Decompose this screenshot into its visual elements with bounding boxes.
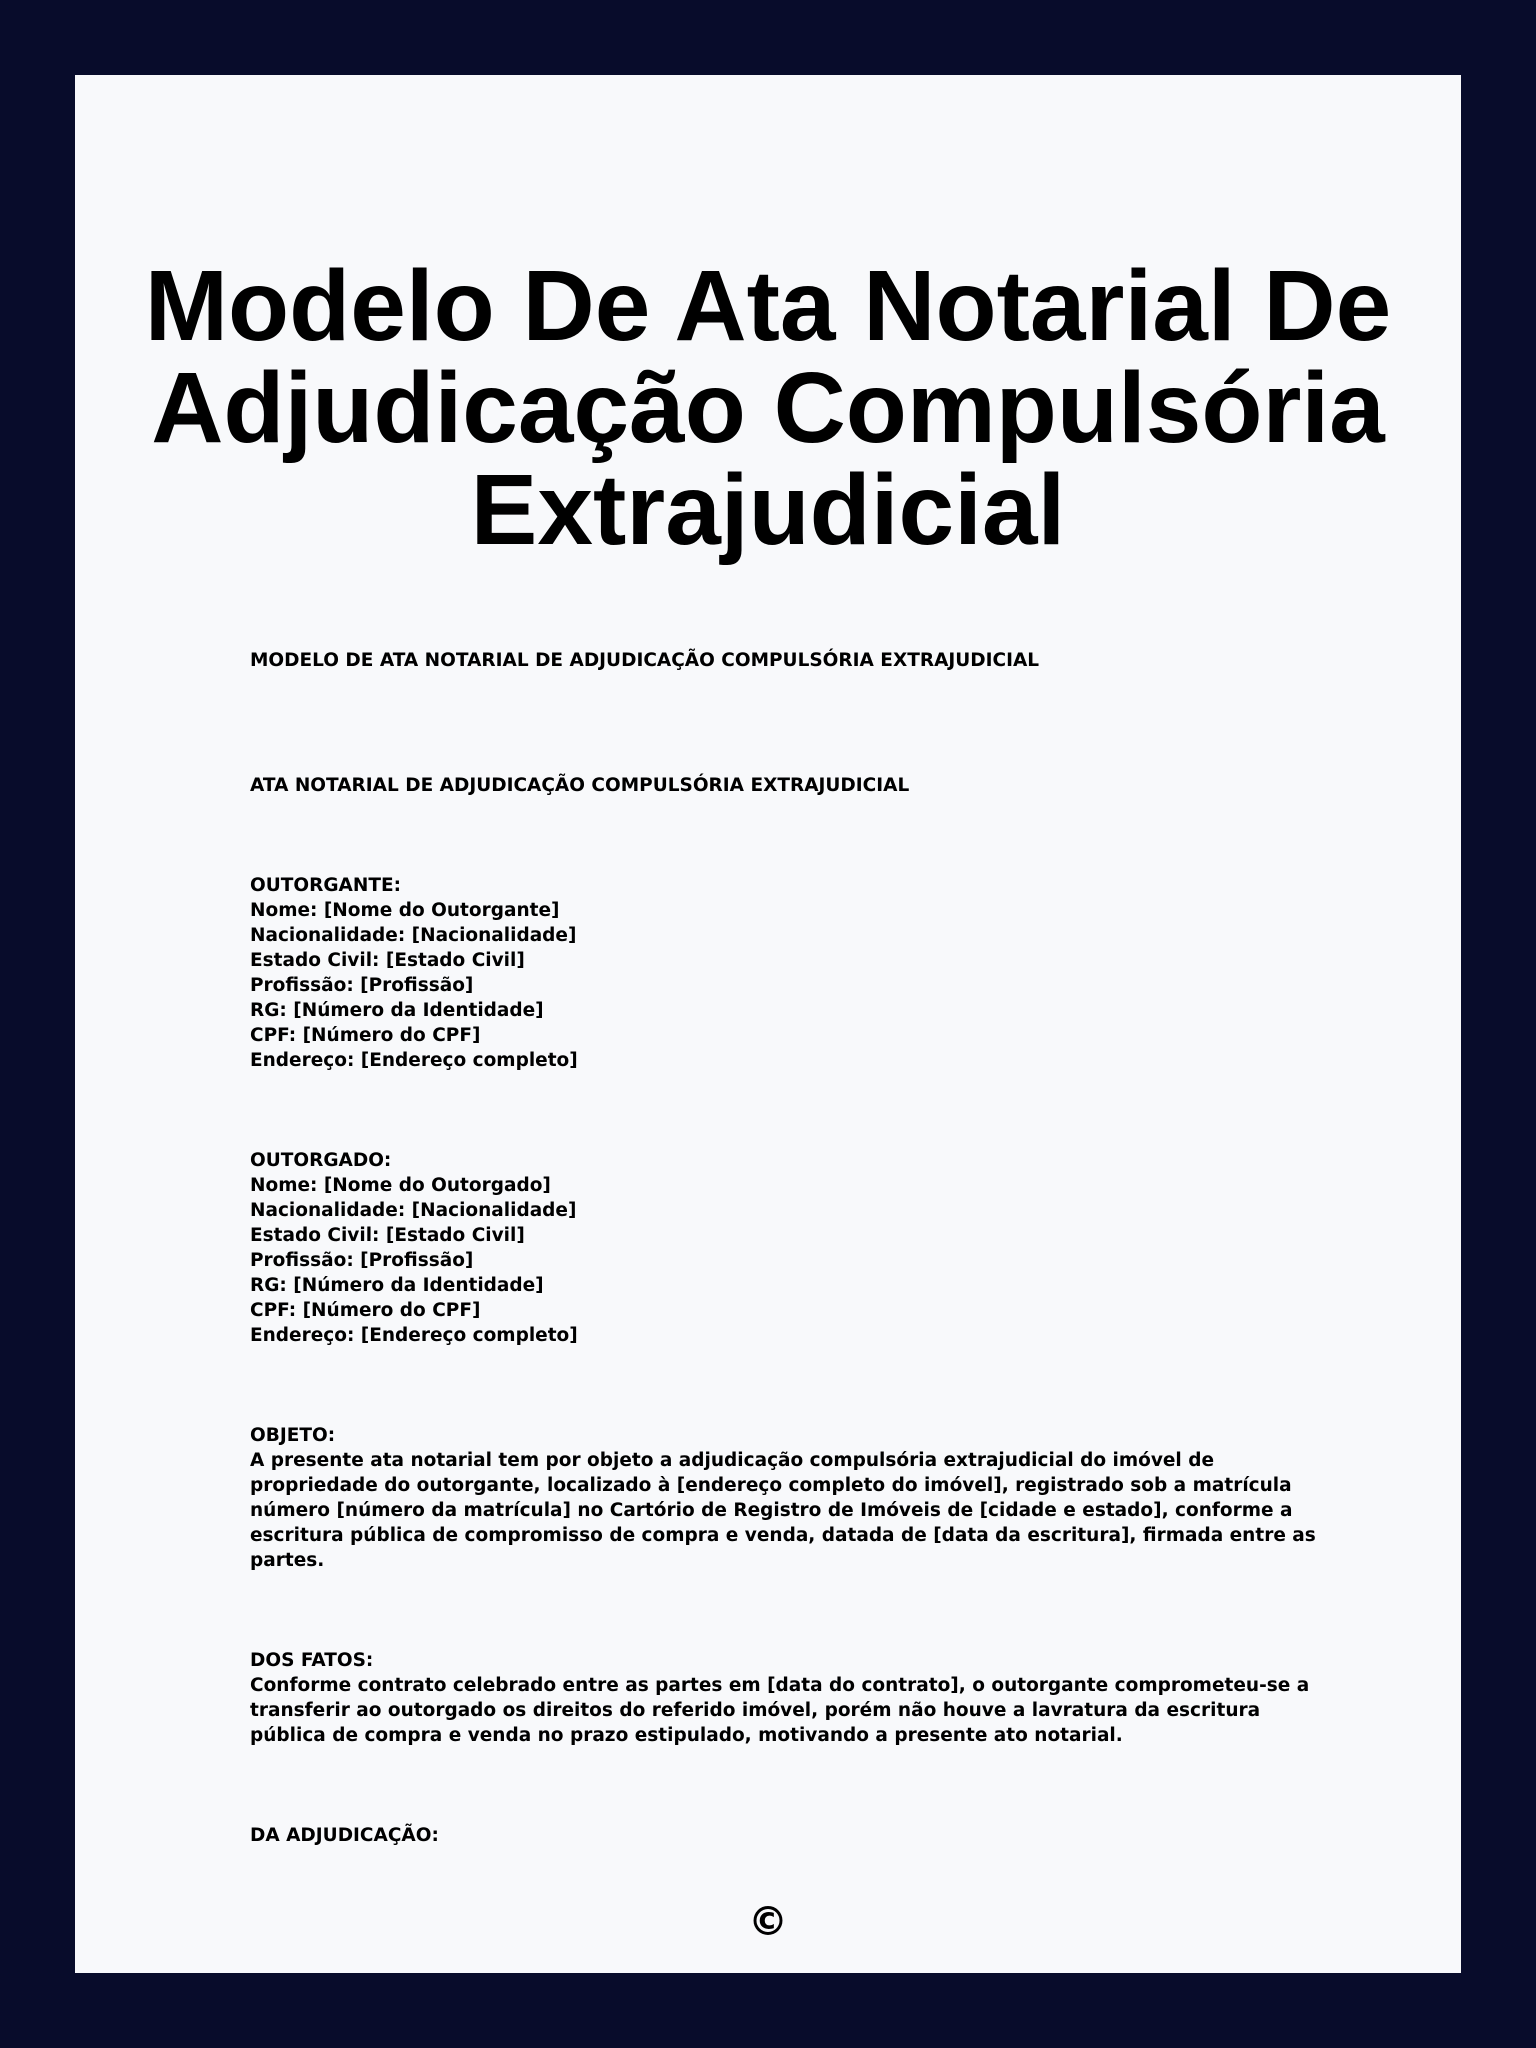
copyright-icon: ©: [748, 1899, 788, 1945]
outorgante-cpf: CPF: [Número do CPF]: [250, 1025, 481, 1046]
outorgado-estado-civil: Estado Civil: [Estado Civil]: [250, 1225, 525, 1246]
outorgante-rg: RG: [Número da Identidade]: [250, 1000, 544, 1021]
outorgante-nacionalidade: Nacionalidade: [Nacionalidade]: [250, 925, 577, 946]
outorgante-label: OUTORGANTE:: [250, 875, 401, 896]
document-page: [75, 75, 1461, 1973]
outorgado-cpf: CPF: [Número do CPF]: [250, 1300, 481, 1321]
outorgante-endereco: Endereço: [Endereço completo]: [250, 1050, 578, 1071]
adjudicacao-label: DA ADJUDICAÇÃO:: [250, 1825, 439, 1846]
adjudicacao-section: [250, 1823, 1320, 1848]
outorgado-label: OUTORGADO:: [250, 1150, 392, 1171]
objeto-label: OBJETO:: [250, 1425, 336, 1446]
outorgado-rg: RG: [Número da Identidade]: [250, 1275, 544, 1296]
outorgante-nome: Nome: [Nome do Outorgante]: [250, 900, 560, 921]
outorgado-nome: Nome: [Nome do Outorgado]: [250, 1175, 551, 1196]
ata-heading: ATA NOTARIAL DE ADJUDICAÇÃO COMPULSÓRIA EXTRAJUDICIAL: [250, 775, 910, 796]
fatos-label: DOS FATOS:: [250, 1650, 374, 1671]
outorgado-endereco: Endereço: [Endereço completo]: [250, 1325, 578, 1346]
outorgante-section: [250, 873, 1320, 1073]
page-title: Modelo De Ata Notarial De Adjudicação Compulsória Extrajudicial: [144, 250, 1392, 566]
outorgado-nacionalidade: Nacionalidade: [Nacionalidade]: [250, 1200, 577, 1221]
outorgado-profissao: Profissão: [Profissão]: [250, 1250, 474, 1271]
outorgado-section: [250, 1148, 1320, 1348]
model-heading: MODELO DE ATA NOTARIAL DE ADJUDICAÇÃO COMPULSÓRIA EXTRAJUDICIAL: [250, 650, 1040, 671]
objeto-text: A presente ata notarial tem por objeto a adjudicação compulsória extrajudicial do imóvel de propriedade do outorgante, localizado à [endereço completo do imóvel], registrado sob a matrícula número [número da matrícula] no Cartório de Registro de Imóveis de [cidade e estado], conforme a escritura pública de compromisso de compra e venda, datada de [data da escritura], firmada entre as partes.: [250, 1450, 1316, 1571]
document-body: [250, 648, 1320, 1848]
objeto-section: [250, 1423, 1320, 1573]
outorgante-profissao: Profissão: [Profissão]: [250, 975, 474, 996]
fatos-section: [250, 1648, 1320, 1748]
fatos-text: Conforme contrato celebrado entre as partes em [data do contrato], o outorgante comprometeu-se a transferir ao outorgado os direitos do referido imóvel, porém não houve a lavratura da escritura pública de compra e venda no prazo estipulado, motivando a presente ato notarial.: [250, 1675, 1310, 1746]
outorgante-estado-civil: Estado Civil: [Estado Civil]: [250, 950, 525, 971]
